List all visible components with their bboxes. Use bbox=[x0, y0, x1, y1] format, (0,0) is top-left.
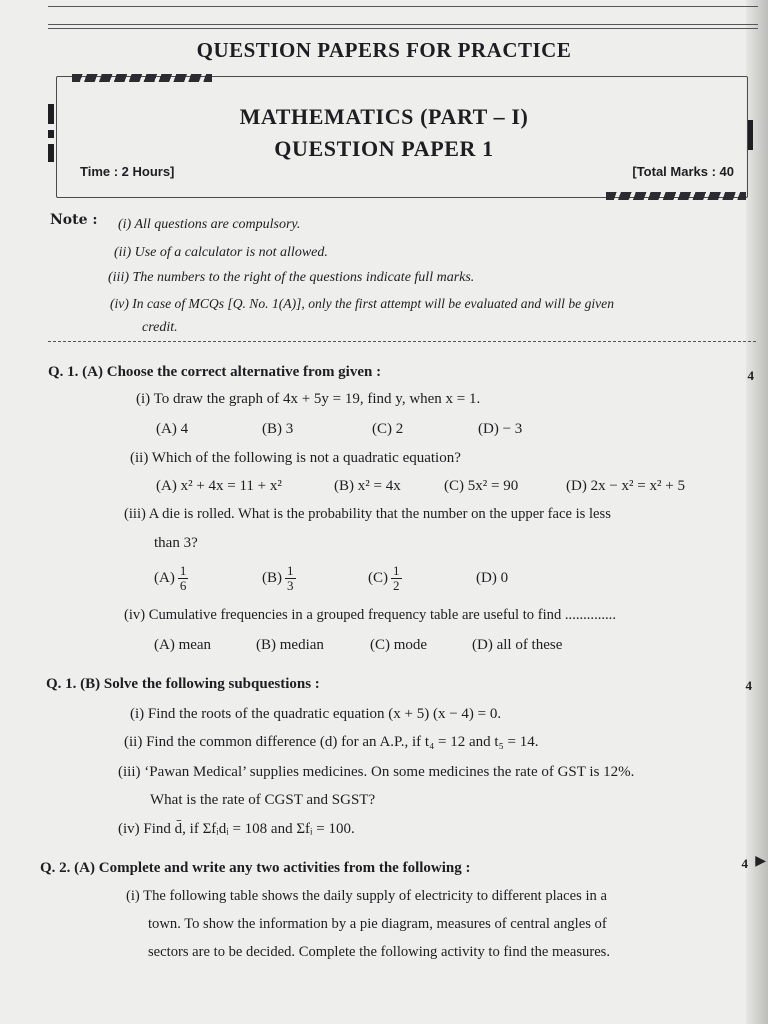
total-marks-label: [Total Marks : 40 bbox=[632, 164, 734, 179]
question-paper-title: QUESTION PAPER 1 bbox=[274, 136, 494, 161]
question-item: (iii) A die is rolled. What is the probability that the number on the upper face is less bbox=[124, 506, 611, 522]
option: (A) 4 bbox=[156, 421, 189, 437]
note-item: (iv) In case of MCQs [Q. No. 1(A)], only the first attempt will be evaluated and will be given bbox=[110, 296, 615, 311]
question-marks: 4 bbox=[745, 678, 752, 693]
top-rule-3 bbox=[48, 28, 758, 29]
section-divider bbox=[48, 341, 756, 342]
question-item-continued: than 3? bbox=[154, 535, 198, 551]
option: (A) mean bbox=[154, 637, 212, 653]
option: (C) 2 bbox=[372, 421, 404, 437]
question-item: (iv) Find d̄, if Σfᵢdᵢ = 108 and Σfᵢ = 100. bbox=[118, 821, 355, 837]
question-item: (ii) Which of the following is not a quadratic equation? bbox=[130, 450, 461, 466]
note-item: (i) All questions are compulsory. bbox=[118, 217, 301, 232]
question-item-continued: sectors are to be decided. Complete the following activity to find the measures. bbox=[148, 944, 610, 960]
question-item: (ii) Find the common difference (d) for an A.P., if t₄ = 12 and t₅ = 14. bbox=[124, 734, 539, 750]
note-item: credit. bbox=[142, 320, 178, 335]
note-item: (iii) The numbers to the right of the questions indicate full marks. bbox=[108, 270, 475, 285]
note-item: (ii) Use of a calculator is not allowed. bbox=[114, 245, 328, 260]
option: (D) 2x − x² = x² + 5 bbox=[566, 478, 685, 494]
note-label: Note : bbox=[50, 212, 98, 228]
subject-title: MATHEMATICS (PART – I) bbox=[239, 104, 529, 129]
option: (B) x² = 4x bbox=[334, 478, 401, 494]
top-rule bbox=[48, 6, 758, 7]
option-fraction: (C) $\frac{1}{2}$ bbox=[368, 563, 400, 593]
question-item: (i) The following table shows the daily supply of electricity to different places in a bbox=[126, 888, 607, 904]
option: (B) median bbox=[256, 637, 324, 653]
decorative-strip-top bbox=[72, 74, 212, 82]
option-fraction: (A) $\frac{1}{6}$ bbox=[154, 563, 187, 593]
option: (D) − 3 bbox=[478, 421, 523, 437]
option: (D) 0 bbox=[476, 570, 509, 586]
decorative-strip-bottom bbox=[606, 192, 746, 200]
question-item-continued: What is the rate of CGST and SGST? bbox=[150, 792, 376, 808]
option-fraction: (B) $\frac{1}{3}$ bbox=[262, 563, 294, 593]
question-item-continued: town. To show the information by a pie diagram, measures of central angles of bbox=[148, 916, 607, 932]
question-item: (iii) ‘Pawan Medical’ supplies medicines. On some medicines the rate of GST is 12%. bbox=[118, 764, 635, 780]
top-rule-2 bbox=[48, 24, 758, 25]
question-item: (i) To draw the graph of 4x + 5y = 19, find y, when x = 1. bbox=[136, 391, 481, 407]
question-heading: Q. 1. (A) Choose the correct alternative from given : bbox=[48, 364, 382, 380]
option: (C) mode bbox=[370, 637, 428, 653]
option: (D) all of these bbox=[472, 637, 563, 653]
option: (B) 3 bbox=[262, 421, 294, 437]
question-item: (iv) Cumulative frequencies in a grouped frequency table are useful to find .............. bbox=[124, 607, 616, 623]
question-marks: 4 bbox=[741, 856, 748, 871]
option: (C) 5x² = 90 bbox=[444, 478, 519, 494]
arrow-right-icon: ▶ bbox=[755, 853, 766, 869]
time-label: Time : 2 Hours] bbox=[80, 164, 175, 179]
page-header-title: QUESTION PAPERS FOR PRACTICE bbox=[196, 38, 572, 62]
question-marks: 4 bbox=[747, 368, 754, 383]
question-item: (i) Find the roots of the quadratic equation (x + 5) (x − 4) = 0. bbox=[130, 706, 502, 722]
question-heading: Q. 1. (B) Solve the following subquestions : bbox=[46, 676, 320, 692]
question-heading: Q. 2. (A) Complete and write any two activities from the following : bbox=[40, 860, 471, 876]
option: (A) x² + 4x = 11 + x² bbox=[156, 478, 282, 494]
